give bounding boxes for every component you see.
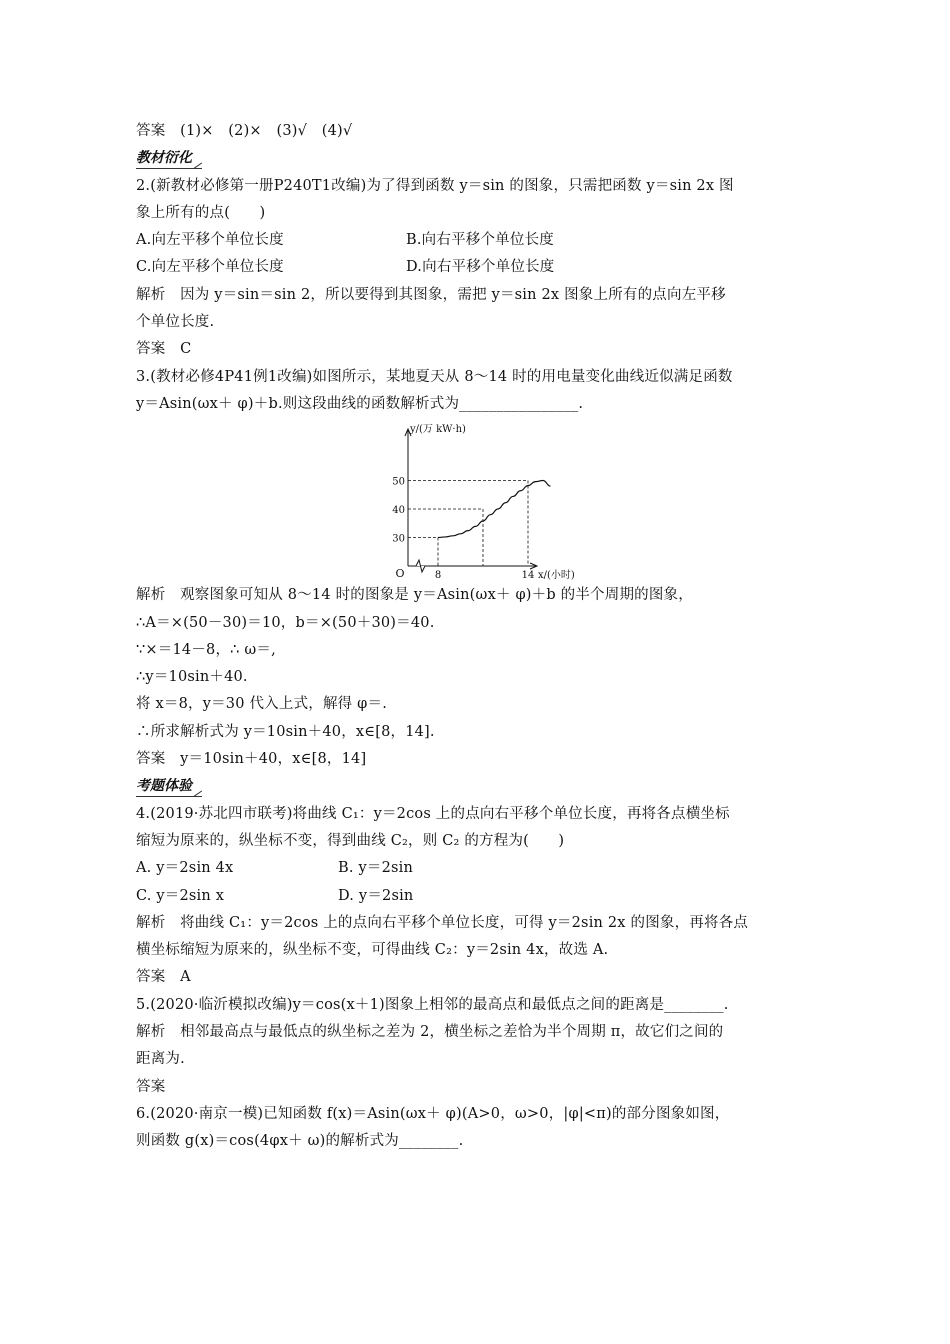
option-2d: D.向右平移个单位长度 bbox=[406, 259, 555, 276]
question-2-stem: 2.(新教材必修第一册P240T1改编)为了得到函数 y＝sin 的图象，只需把函数 y＝sin 2x 图 bbox=[136, 177, 734, 194]
answer-4: 答案 A bbox=[136, 969, 191, 986]
question-2-options-row-2 bbox=[136, 254, 826, 281]
question-5-stem: 5.(2020·临沂模拟改编)y＝cos(x＋1)图象上相邻的最高点和最低点之间的距离是________. bbox=[136, 996, 729, 1013]
analysis-2-cont: 个单位长度. bbox=[136, 314, 215, 331]
analysis-3-step-3: ∴y＝10sin＋40. bbox=[136, 669, 248, 686]
analysis-5: 解析 相邻最高点与最低点的纵坐标之差为 2，横坐标之差恰为半个周期 π，故它们之间的 bbox=[136, 1024, 724, 1041]
question-2-stem-cont: 象上所有的点( ) bbox=[136, 204, 266, 221]
answer-line-1: 答案 (1)× (2)× (3)√ (4)√ bbox=[136, 123, 353, 139]
option-4b: B. y＝2sin bbox=[338, 860, 414, 877]
analysis-3-step-1: ∴A＝×(50－30)＝10，b＝×(50＋30)＝40. bbox=[136, 614, 435, 631]
x-tick-label-8: 8 bbox=[434, 570, 442, 582]
analysis-3-step-2: ∵×＝14－8，∴ ω＝, bbox=[136, 641, 276, 658]
question-3-stem: 3.(教材必修4P41例1改编)如图所示，某地夏天从 8～14 时的用电量变化曲线近似满足函数 bbox=[136, 368, 733, 385]
answer-2: 答案 C bbox=[136, 341, 192, 358]
question-4-options-row-2 bbox=[136, 883, 826, 910]
y-tick-label-40: 40 bbox=[392, 505, 405, 517]
option-4c: C. y＝2sin x bbox=[136, 887, 225, 904]
analysis-2: 解析 因为 y＝sin＝sin 2，所以要得到其图象，需把 y＝sin 2x 图象上所有的点向左平移 bbox=[136, 286, 726, 303]
question-6-stem-cont: 则函数 g(x)＝cos(4φx＋ ω)的解析式为________. bbox=[136, 1133, 464, 1150]
document-page bbox=[136, 118, 826, 1156]
option-2b: B.向右平移个单位长度 bbox=[406, 232, 554, 249]
question-3-stem-cont: y＝Asin(ωx＋ φ)＋b.则这段曲线的函数解析式为________________. bbox=[136, 395, 584, 412]
analysis-3: 解析 观察图象可知从 8～14 时的图象是 y＝Asin(ωx＋ φ)＋b 的半个周期的图象， bbox=[136, 587, 693, 604]
y-axis-label: y/(万 kW·h) bbox=[410, 424, 466, 436]
question-4-stem-cont: 缩短为原来的，纵坐标不变，得到曲线 C₂，则 C₂ 的方程为( ) bbox=[136, 832, 565, 849]
analysis-5-cont: 距离为. bbox=[136, 1051, 185, 1068]
analysis-4-cont: 横坐标缩短为原来的，纵坐标不变，可得曲线 C₂：y＝2sin 4x，故选 A. bbox=[136, 942, 609, 959]
question-6-stem: 6.(2020·南京一模)已知函数 f(x)＝Asin(ωx＋ φ)(A>0，ω>0，|φ|<π)的部分图象如图， bbox=[136, 1105, 730, 1122]
answer-3: 答案 y＝10sin＋40，x∈[8，14] bbox=[136, 751, 367, 768]
option-2a: A.向左平移个单位长度 bbox=[136, 232, 284, 249]
question-2-options-row-1 bbox=[136, 227, 826, 254]
x-tick-label-14: 14 bbox=[521, 570, 535, 582]
question-4-options-row-1 bbox=[136, 855, 826, 882]
axis-break-mark bbox=[416, 560, 425, 572]
y-tick-label-50: 50 bbox=[392, 476, 405, 488]
option-4d: D. y＝2sin bbox=[338, 887, 414, 904]
section-heading-textbook: 教材衍化 bbox=[136, 148, 202, 169]
electricity-chart bbox=[384, 420, 575, 582]
y-tick-label-30: 30 bbox=[392, 533, 405, 545]
x-axis-label: x/(小时) bbox=[538, 570, 575, 582]
electricity-graph bbox=[136, 418, 826, 582]
analysis-3-step-4: 将 x＝8，y＝30 代入上式，解得 φ＝. bbox=[136, 696, 388, 713]
question-4-stem: 4.(2019·苏北四市联考)将曲线 C₁：y＝2cos 上的点向右平移个单位长度，再将各点横坐标 bbox=[136, 805, 730, 822]
analysis-3-step-5: ∴所求解析式为 y＝10sin＋40，x∈[8，14]. bbox=[136, 723, 435, 740]
section-heading-exam: 考题体验 bbox=[136, 776, 202, 797]
option-4a: A. y＝2sin 4x bbox=[136, 860, 234, 877]
analysis-4: 解析 将曲线 C₁：y＝2cos 上的点向右平移个单位长度，可得 y＝2sin 2x 的图象，再将各点 bbox=[136, 914, 749, 931]
answer-5: 答案 bbox=[136, 1078, 166, 1095]
origin-label: O bbox=[395, 567, 405, 581]
option-2c: C.向左平移个单位长度 bbox=[136, 259, 284, 276]
